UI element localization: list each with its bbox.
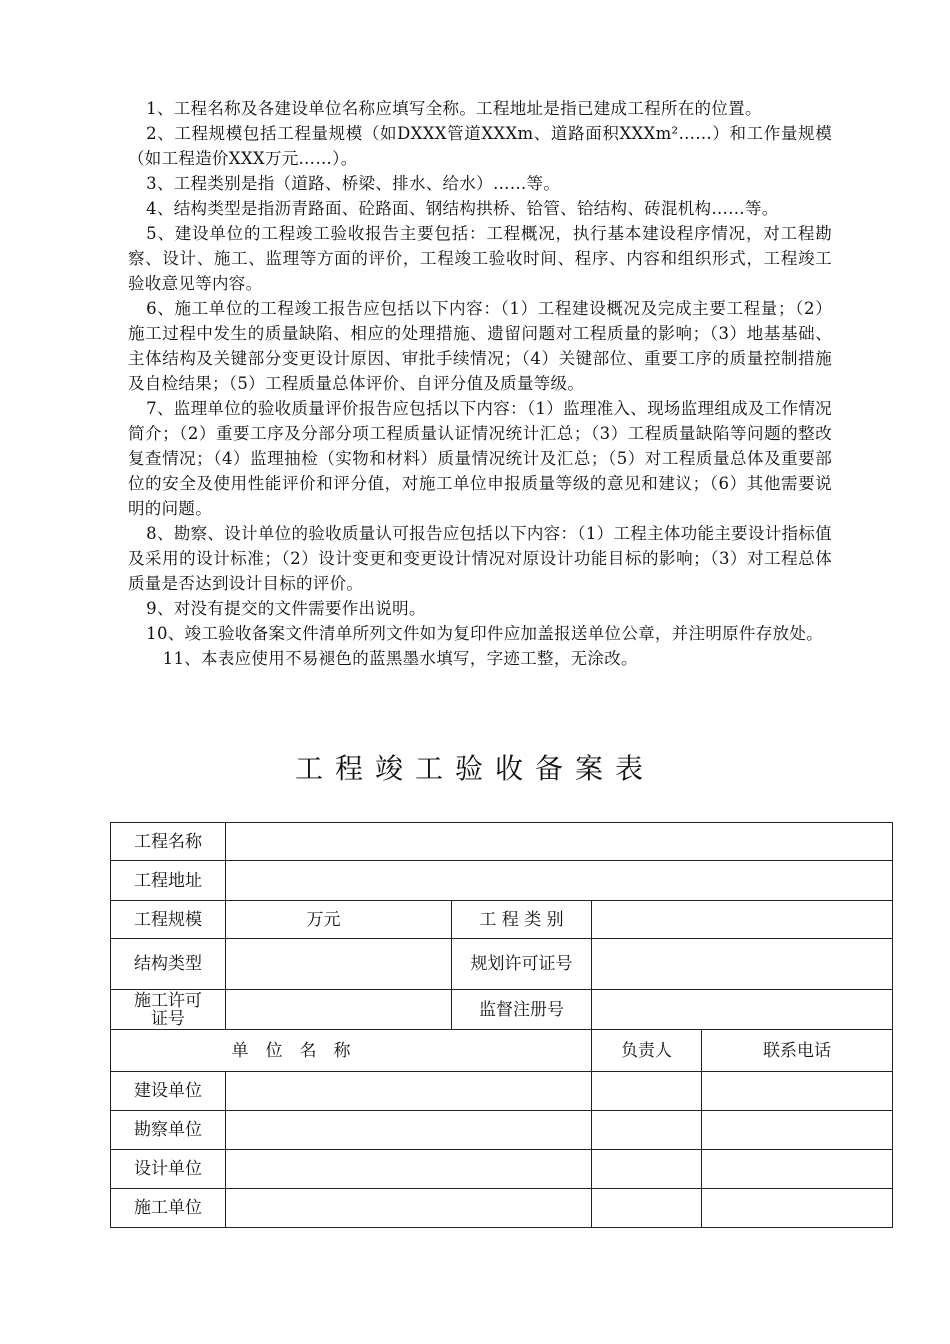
project-scale-field[interactable]: 万元	[226, 901, 452, 939]
supervision-reg-field[interactable]	[592, 990, 893, 1030]
instruction-item: 3、工程类别是指（道路、桥梁、排水、给水）……等。	[146, 174, 561, 193]
table-row	[111, 861, 893, 901]
survey-unit-phone-field[interactable]	[702, 1111, 893, 1150]
table-row	[111, 1150, 893, 1189]
instruction-item: 1、工程名称及各建设单位名称应填写全称。工程地址是指已建成工程所在的位置。	[146, 99, 762, 118]
builder-unit-label: 施工单位	[111, 1189, 226, 1228]
design-unit-phone-field[interactable]	[702, 1150, 893, 1189]
planning-permit-field[interactable]	[592, 939, 893, 990]
construction-unit-phone-field[interactable]	[702, 1072, 893, 1111]
structure-type-field[interactable]	[226, 939, 452, 990]
builder-unit-name-field[interactable]	[226, 1189, 592, 1228]
design-unit-person-field[interactable]	[592, 1150, 702, 1189]
design-unit-name-field[interactable]	[226, 1150, 592, 1189]
construction-unit-person-field[interactable]	[592, 1072, 702, 1111]
builder-unit-phone-field[interactable]	[702, 1189, 893, 1228]
planning-permit-label: 规划许可证号	[452, 939, 592, 990]
table-row	[111, 990, 893, 1030]
instruction-item: 2、工程规模包括工程量规模（如DXXX管道XXXm、道路面积XXXm²……）和工作量规模（如工程造价XXX万元……）。	[128, 124, 832, 168]
project-name-field[interactable]	[226, 823, 893, 861]
instructions-block	[128, 96, 832, 671]
instruction-item: 11、本表应使用不易褪色的蓝黑墨水填写，字迹工整，无涂改。	[162, 649, 638, 668]
instruction-item: 5、建设单位的工程竣工验收报告主要包括：工程概况，执行基本建设程序情况，对工程勘察、设计、施工、监理等方面的评价，工程竣工验收时间、程序、内容和组织形式，工程竣工验收意见等内容。	[128, 224, 832, 293]
instruction-item: 10、竣工验收备案文件清单所列文件如为复印件应加盖报送单位公章，并注明原件存放处。	[146, 624, 823, 643]
project-category-field[interactable]	[592, 901, 893, 939]
project-category-label: 工 程 类 别	[452, 901, 592, 939]
construction-permit-label: 施工许可 证号	[111, 990, 226, 1030]
survey-unit-label: 勘察单位	[111, 1111, 226, 1150]
table-row	[111, 939, 893, 990]
instruction-item: 8、勘察、设计单位的验收质量认可报告应包括以下内容：（1）工程主体功能主要设计指标值及采用的设计标准；（2）设计变更和变更设计情况对原设计功能目标的影响；（3）对工程总体质量是否达到设计目标的评价。	[128, 524, 832, 593]
survey-unit-person-field[interactable]	[592, 1111, 702, 1150]
construction-unit-label: 建设单位	[111, 1072, 226, 1111]
construction-unit-name-field[interactable]	[226, 1072, 592, 1111]
project-name-label: 工程名称	[111, 823, 226, 861]
table-header-row	[111, 1030, 893, 1072]
table-row	[111, 823, 893, 861]
survey-unit-name-field[interactable]	[226, 1111, 592, 1150]
design-unit-label: 设计单位	[111, 1150, 226, 1189]
instruction-item: 6、施工单位的工程竣工报告应包括以下内容：（1）工程建设概况及完成主要工程量；（2）施工过程中发生的质量缺陷、相应的处理措施、遗留问题对工程质量的影响；（3）地基基础、主体结构及关键部分变更设计原因、审批手续情况；（4）关键部位、重要工序的质量控制措施及自检结果；（5）工程质量总体评价、自评分值及质量等级。	[128, 299, 832, 393]
instruction-item: 9、对没有提交的文件需要作出说明。	[146, 599, 426, 618]
project-address-label: 工程地址	[111, 861, 226, 901]
table-row	[111, 1189, 893, 1228]
instruction-item: 4、结构类型是指沥青路面、砼路面、钢结构拱桥、铪管、铪结构、砖混机构……等。	[146, 199, 779, 218]
construction-permit-field[interactable]	[226, 990, 452, 1030]
builder-unit-person-field[interactable]	[592, 1189, 702, 1228]
table-row	[111, 1111, 893, 1150]
contact-phone-header: 联系电话	[702, 1030, 893, 1072]
unit-name-header: 单 位 名 称	[111, 1030, 592, 1072]
table-row	[111, 901, 893, 939]
document-title: 工程竣工验收备案表	[294, 751, 655, 785]
table-row	[111, 1072, 893, 1111]
person-in-charge-header: 负责人	[592, 1030, 702, 1072]
project-scale-label: 工程规模	[111, 901, 226, 939]
structure-type-label: 结构类型	[111, 939, 226, 990]
project-address-field[interactable]	[226, 861, 893, 901]
instruction-item: 7、监理单位的验收质量评价报告应包括以下内容：（1）监理准入、现场监理组成及工作情况简介；（2）重要工序及分部分项工程质量认证情况统计汇总；（3）工程质量缺陷等问题的整改复查情况；（4）监理抽检（实物和材料）质量情况统计及汇总；（5）对工程质量总体及重要部位的安全及使用性能评价和评分值，对施工单位申报质量等级的意见和建议；（6）其他需要说明的问题。	[128, 399, 832, 518]
filing-form-table	[110, 822, 893, 1228]
supervision-reg-label: 监督注册号	[452, 990, 592, 1030]
